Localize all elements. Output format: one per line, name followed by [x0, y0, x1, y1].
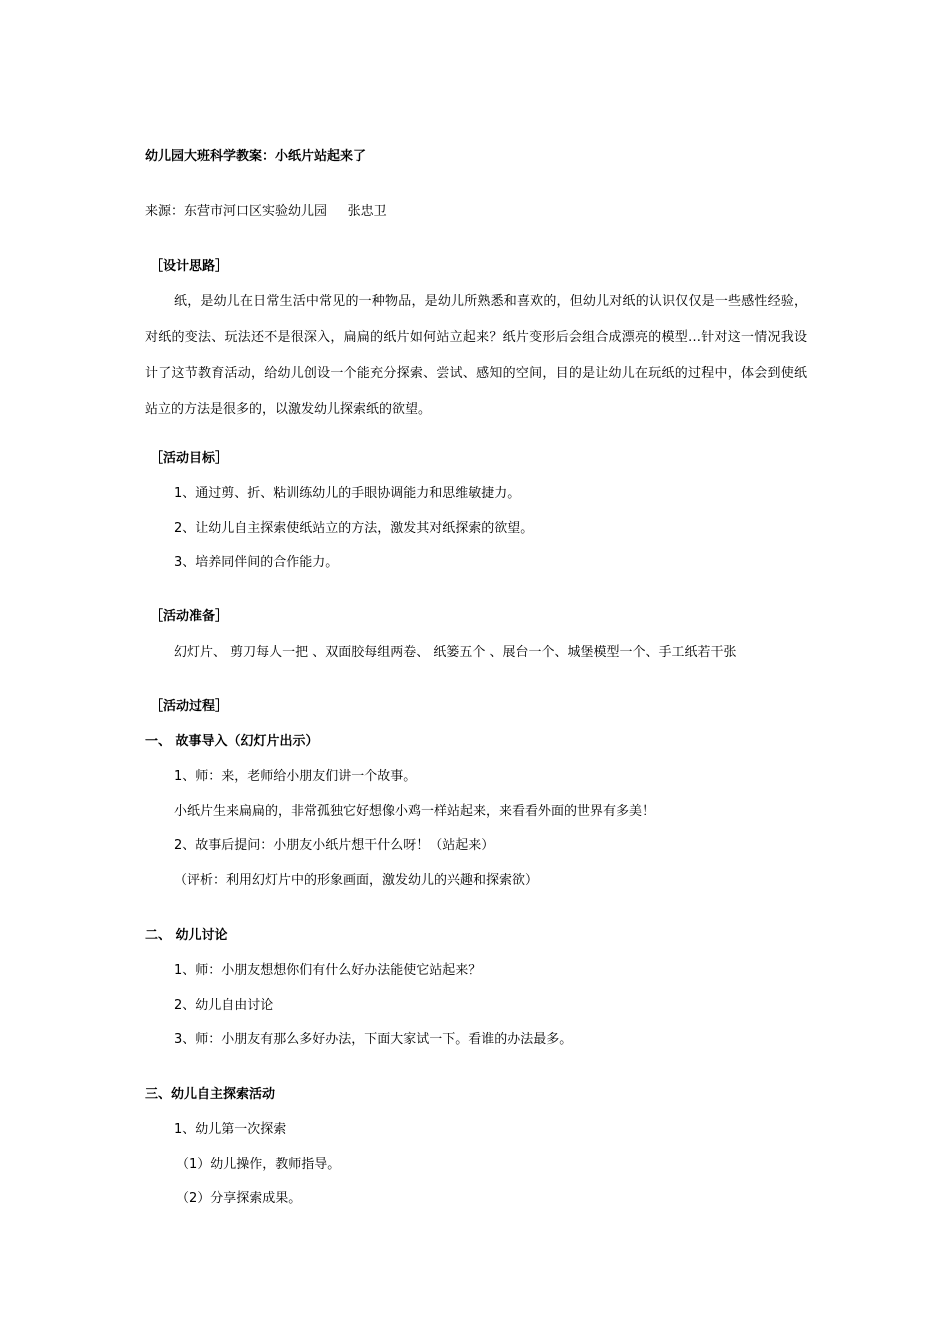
process-line: 1、幼儿第一次探索 — [174, 1122, 287, 1137]
design-paragraph: 纸，是幼儿在日常生活中常见的一种物品，是幼儿所熟悉和喜欢的，但幼儿对纸的认识仅仅是一些感性经验，对纸的变法、玩法还不是很深入，扁扁的纸片如何站立起来？纸片变形后会组合成漂亮的模型…针对这一情况我设计了这节教育活动，给幼儿创设一个能充分探索、尝试、感知的空间，目的是让幼儿在玩纸的过程中，体会到使纸站立的方法是很多的，以激发幼儿探索纸的欲望。 — [145, 294, 807, 417]
process-line: 小纸片生来扁扁的，非常孤独它好想像小鸡一样站起来，来看看外面的世界有多美！ — [174, 804, 656, 819]
process-line: （1）幼儿操作，教师指导。 — [176, 1157, 341, 1172]
process-line: 3、师：小朋友有那么多好办法，下面大家试一下。看谁的办法最多。 — [174, 1032, 573, 1047]
process-line: 1、师：小朋友想想你们有什么好办法能使它站起来？ — [174, 963, 482, 978]
process-line: （评析：利用幻灯片中的形象画面，激发幼儿的兴趣和探索欲） — [174, 873, 539, 888]
process-line: （2）分享探索成果。 — [176, 1191, 302, 1206]
prep-text: 幻灯片、 剪刀每人一把 、双面胶每组两卷、 纸篓五个 、展台一个、城堡模型一个、手工纸若干张 — [174, 645, 737, 660]
document-title: 幼儿园大班科学教案：小纸片站起来了 — [145, 149, 367, 164]
process-line: 1、师：来，老师给小朋友们讲一个故事。 — [174, 769, 417, 784]
goals-heading: ［活动目标］ — [150, 451, 229, 466]
process-line: 2、故事后提问：小朋友小纸片想干什么呀！（站起来） — [174, 838, 495, 853]
goal-item: 3、培养同伴间的合作能力。 — [174, 555, 339, 570]
design-heading: ［设计思路］ — [150, 259, 229, 274]
goal-item: 2、让幼儿自主探索使纸站立的方法，激发其对纸探索的欲望。 — [174, 521, 534, 536]
source-line: 来源：东营市河口区实验幼儿园 张忠卫 — [145, 204, 387, 219]
process-heading: ［活动过程］ — [150, 699, 229, 714]
process-section2-heading: 二、 幼儿讨论 — [145, 928, 228, 943]
goal-item: 1、通过剪、折、粘训练幼儿的手眼协调能力和思维敏捷力。 — [174, 486, 521, 501]
process-section1-heading: 一、 故事导入（幻灯片出示） — [145, 734, 319, 749]
process-section3-heading: 三、幼儿自主探索活动 — [145, 1087, 276, 1102]
process-line: 2、幼儿自由讨论 — [174, 998, 274, 1013]
prep-heading: ［活动准备］ — [150, 609, 229, 624]
